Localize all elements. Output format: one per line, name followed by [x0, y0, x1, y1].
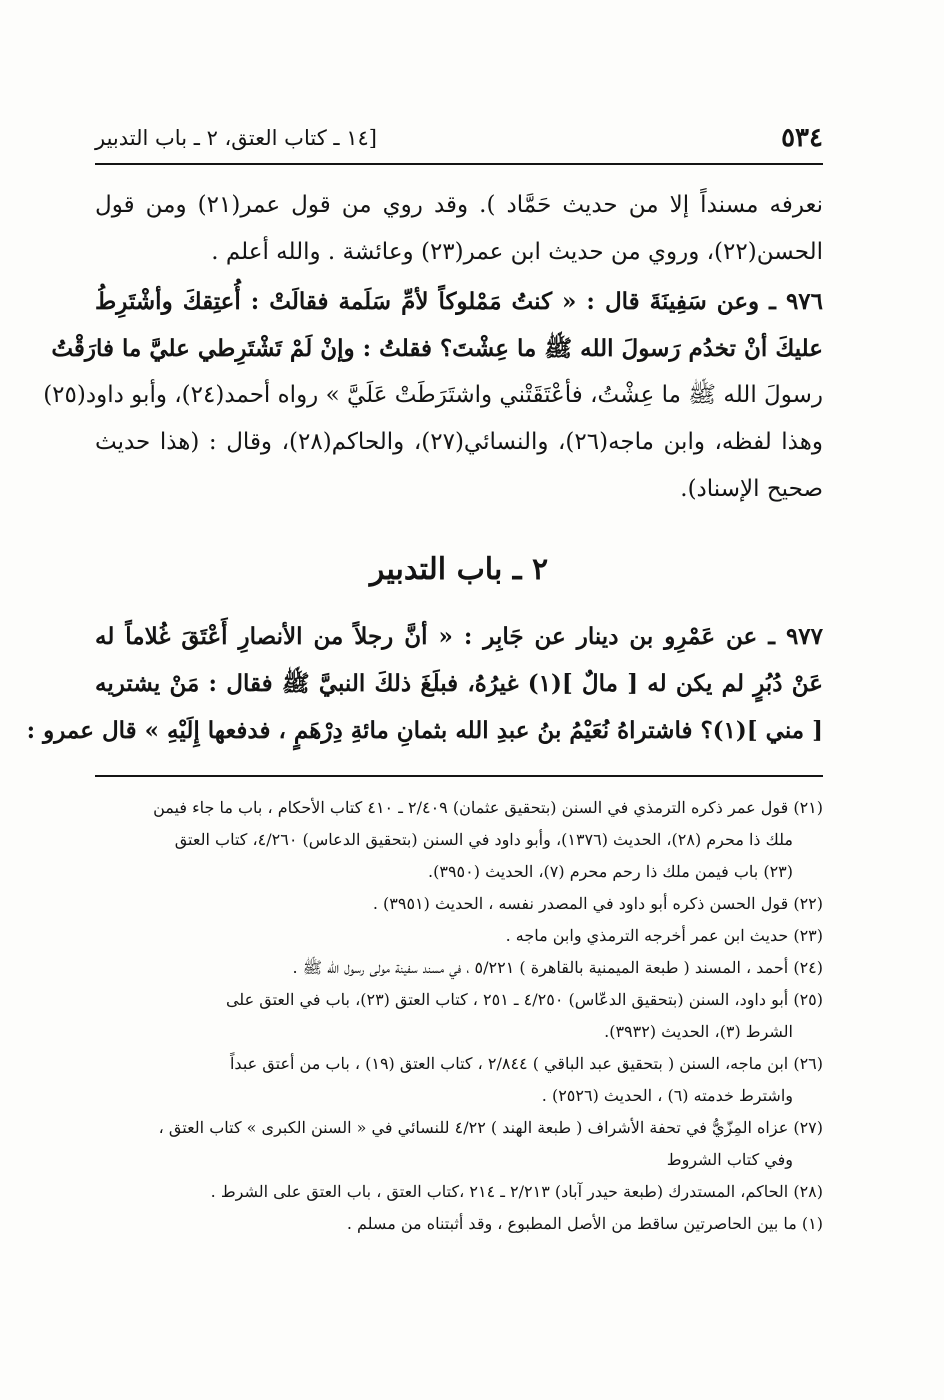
- footnote: [95, 1208, 823, 1240]
- footnote-separator: [95, 775, 823, 777]
- footnote-line: وفي كتاب الشروط: [666, 1150, 793, 1169]
- footnote-line: (٢٣) باب فيمن ملك ذا رحم محرم (٧)، الحديث (٣٩٥٠).: [428, 862, 793, 881]
- paragraph-intro: [95, 182, 823, 276]
- footnote: [95, 1176, 823, 1208]
- footnote: [95, 792, 823, 888]
- footnotes: [95, 792, 823, 1240]
- footnote-line: (٢١) قول عمر ذكره الترمذي في السنن (بتحقيق عثمان) ٢/٤٠٩ ـ ٤١٠ كتاب الأحكام ، باب ما جاء فيمن: [153, 798, 823, 817]
- footnote-line: (٢٤) أحمد ، المسند ( طبعة الميمنية بالقاهرة ) ٥/٢٢١ ، في مسند سفينة مولى رسول الله ﷺ .: [292, 958, 823, 977]
- section-heading: ٢ ـ باب التدبير: [369, 552, 549, 587]
- text-line: ٩٧٧ ـ عن عَمْرِو بن دينار عن جَابِر : « أنَّ رجلاً من الأنصارِ أَعْتَقَ غُلاماً له: [95, 623, 823, 650]
- footnote-line: (٢٥) أبو داود، السنن (بتحقيق الدعّاس) ٤/٢٥٠ ـ ٢٥١ ، كتاب العتق (٢٣)، باب في العتق على: [225, 990, 823, 1009]
- footnote: [95, 888, 823, 920]
- header-rule: [95, 163, 823, 165]
- text-line: الحسن(٢٢)، وروي من حديث ابن عمر(٢٣) وعائشة . والله أعلم .: [211, 239, 823, 265]
- text-line: رسولَ الله ﷺ ما عِشْتُ، فأعْتَقَتْني واشتَرَطَتْ عَلَيَّ » رواه أحمد(٢٤)، وأبو داود(٢٥): [43, 382, 823, 408]
- text-line: عليكَ أنْ تخدُم رَسولَ الله ﷺ ما عِشْتَ؟ فقلتُ : وإنْ لَمْ تَشْتَرِطي عليَّ ما فارَقْتُ: [51, 335, 823, 362]
- text-line: ٩٧٦ ـ وعن سَفِينَةَ قال : « كنتُ مَمْلوكاً لأمِّ سَلَمة فقالَتْ : أُعتِقكَ وأشْتَرِطُ: [95, 288, 823, 315]
- footnote-line: (٢٢) قول الحسن ذكره أبو داود في المصدر نفسه ، الحديث (٣٩٥١) .: [372, 894, 823, 913]
- footnote: [95, 952, 823, 984]
- footnote-line: (١) ما بين الحاصرتين ساقط من الأصل المطبوع ، وقد أثبتناه من مسلم .: [346, 1214, 823, 1233]
- footnote-line: (٢٨) الحاكم، المستدرك (طبعة حيدر آباد) ٢/٢١٣ ـ ٢١٤ ،كتاب العتق ، باب العتق على الشرط .: [210, 1182, 823, 1201]
- footnote: [95, 1112, 823, 1176]
- page-header: [95, 118, 823, 158]
- footnote: [95, 1048, 823, 1112]
- footnote: [95, 920, 823, 952]
- footnote-line: (٢٣) حديث ابن عمر أخرجه الترمذي وابن ماجه .: [505, 926, 823, 945]
- footnote-line: ملك ذا محرم (٢٨)، الحديث (١٣٧٦)، وأبو داود في السنن (بتحقيق الدعاس) ٤/٢٦٠، كتاب العتق: [174, 830, 793, 849]
- page-number: ٥٣٤: [781, 123, 823, 153]
- hadith-977: [26, 613, 823, 754]
- footnote-line: الشرط (٣)، الحديث (٣٩٣٢).: [604, 1022, 793, 1041]
- footnote-line: واشترط خدمته (٦) ، الحديث (٢٥٢٦) .: [541, 1086, 793, 1105]
- footnote-line: (٢٦) ابن ماجه، السنن ( بتحقيق عبد الباقي ) ٢/٨٤٤ ، كتاب العتق (١٩) ، باب من أعتق عبداً: [229, 1054, 823, 1073]
- text-line: [ مني ](١)؟ فاشتراهُ نُعَيْمُ بنُ عبدِ الله بثمانِ مائةِ دِرْهَمٍ ، فدفعها إِلَيْهِ » قال عمرو :: [26, 717, 823, 744]
- running-title: [١٤ ـ كتاب العتق، ٢ ـ باب التدبير: [95, 126, 377, 150]
- footnote-line: (٢٧) عزاه المِزّيُّ في تحفة الأشراف ( طبعة الهند ) ٤/٢٢ للنسائي في « السنن الكبرى » كتاب العتق ،: [158, 1118, 823, 1137]
- text-line: عَنْ دُبُرٍ لم يكن له [ مالٌ ](١) غيرُهُ، فبلَغَ ذلكَ النبيَّ ﷺ فقال : مَنْ يشتريه: [95, 670, 823, 697]
- text-line: نعرفه مسنداً إلا من حديث حَمَّاد ). وقد روي من قول عمر(٢١) ومن قول: [95, 192, 824, 218]
- hadith-976: [43, 278, 823, 513]
- text-line: وهذا لفظه، وابن ماجه(٢٦)، والنسائي(٢٧)، والحاكم(٢٨)، وقال : (هذا حديث: [95, 429, 823, 455]
- text-line: صحيح الإسناد).: [680, 476, 823, 502]
- footnote: [95, 984, 823, 1048]
